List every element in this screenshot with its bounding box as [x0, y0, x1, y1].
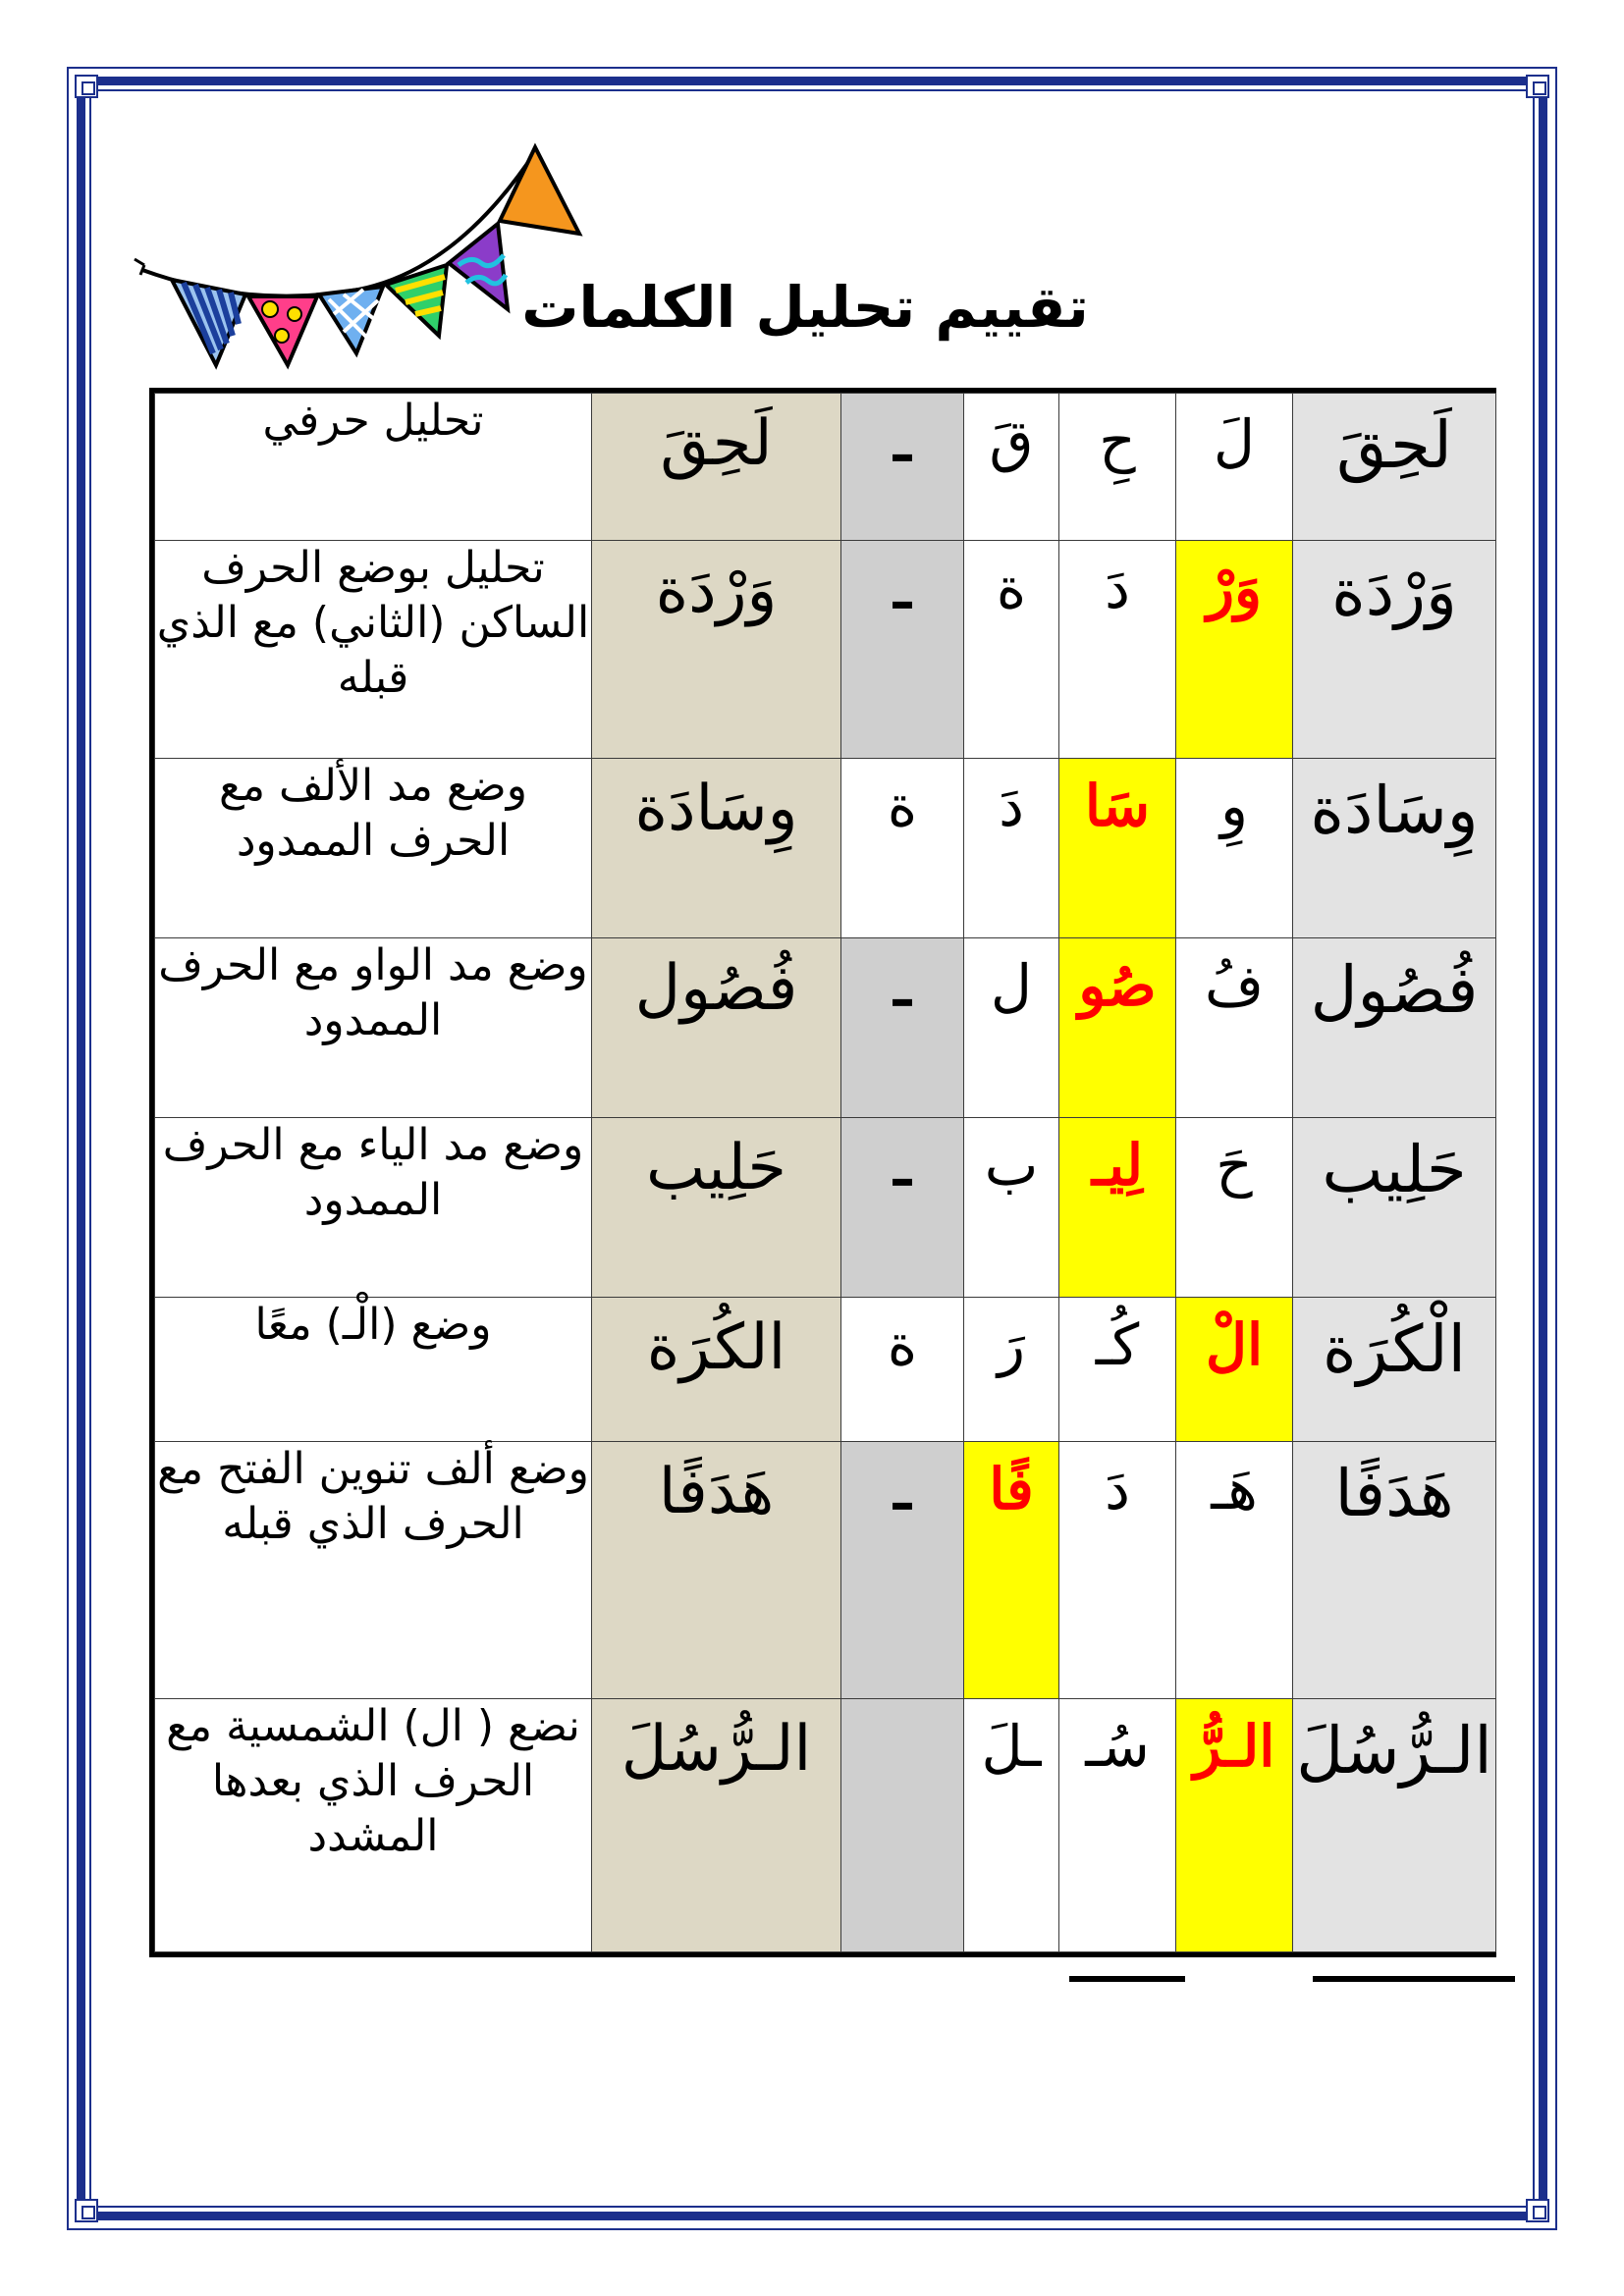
word-copy-cell — [592, 394, 841, 541]
analysis-description-cell — [155, 759, 592, 938]
word-cell — [1293, 394, 1496, 541]
letter-cell — [1176, 1442, 1293, 1699]
letter-text: ة — [887, 1311, 918, 1378]
letter-cell — [1176, 541, 1293, 759]
word-cell — [1293, 1118, 1496, 1298]
word-copy-text: لَحِقَ — [660, 407, 773, 480]
letter-cell — [841, 394, 964, 541]
letter-cell — [964, 938, 1059, 1118]
analysis-description: وضع مد الياء مع الحرف الممدود — [162, 1120, 584, 1225]
table-row — [155, 1118, 1496, 1298]
word-analysis-table — [149, 388, 1496, 1957]
word-copy-cell — [592, 1118, 841, 1298]
letter-cell — [1176, 394, 1293, 541]
word-text: الـرُّسُلَ — [1296, 1713, 1492, 1789]
analysis-description-cell — [155, 541, 592, 759]
letter-cell — [1059, 1699, 1176, 1952]
letter-text: فًا — [989, 1456, 1034, 1522]
page-title: تقييم تحليل الكلمات — [521, 274, 1089, 341]
letter-cell — [964, 1699, 1059, 1952]
letter-text: ة — [887, 773, 918, 839]
analysis-description: تحليل بوضع الحرف الساكن (الثاني) مع الذي قبله — [156, 543, 590, 703]
empty-dash: ـ — [893, 952, 911, 1019]
letter-cell — [1059, 938, 1176, 1118]
word-copy-text: حَلِيب — [646, 1132, 786, 1204]
table-row — [155, 759, 1496, 938]
letter-cell — [841, 541, 964, 759]
letter-cell — [1059, 1442, 1176, 1699]
letter-text: دَ — [1105, 1456, 1130, 1522]
bunting-flag-icon — [500, 147, 579, 234]
letter-cell — [841, 938, 964, 1118]
letter-text: صُو — [1078, 952, 1157, 1019]
letter-cell — [1176, 1298, 1293, 1442]
letter-text: دَ — [999, 773, 1024, 839]
letter-text: الْ — [1205, 1311, 1264, 1378]
letter-text: كُـ — [1095, 1311, 1140, 1378]
analysis-description: تحليل حرفي — [262, 396, 484, 446]
letter-text: رَ — [997, 1311, 1025, 1378]
letter-text — [841, 1699, 963, 1713]
analysis-description-cell — [155, 1699, 592, 1952]
table-row — [155, 1699, 1496, 1952]
analysis-description-cell — [155, 1442, 592, 1699]
letter-text: هَـ — [1211, 1456, 1258, 1522]
word-copy-cell — [592, 1442, 841, 1699]
analysis-description: وضع مد الواو مع الحرف الممدود — [158, 940, 588, 1045]
letter-cell — [1059, 541, 1176, 759]
letter-text: دَ — [1105, 555, 1130, 621]
letter-text: وِ — [1219, 773, 1248, 839]
word-copy-text: الكُرَة — [646, 1311, 786, 1384]
analysis-description: وضع (الْـ) معًا — [254, 1300, 492, 1350]
word-cell — [1293, 938, 1496, 1118]
border-corner-ornament — [75, 2199, 98, 2222]
bunting-flag-icon — [248, 296, 317, 365]
word-text: الْكُرَة — [1323, 1311, 1466, 1387]
letter-text: حِ — [1099, 407, 1136, 474]
word-copy-text: هَدَفًا — [658, 1456, 775, 1528]
letter-cell — [841, 1442, 964, 1699]
table-row — [155, 541, 1496, 759]
empty-dash: ـ — [893, 1456, 911, 1522]
letter-cell — [1176, 1118, 1293, 1298]
analysis-description: وضع مد الألف مع الحرف الممدود — [219, 761, 527, 866]
word-copy-text: وِسَادَة — [634, 773, 798, 845]
table-row — [155, 1442, 1496, 1699]
letter-cell — [841, 1298, 964, 1442]
letter-text: ل — [990, 952, 1033, 1019]
letter-cell — [964, 1298, 1059, 1442]
word-cell — [1293, 759, 1496, 938]
underline-mark — [1313, 1976, 1515, 1982]
word-copy-cell — [592, 759, 841, 938]
word-copy-text: وَرْدَة — [655, 555, 778, 627]
letter-cell — [1176, 759, 1293, 938]
letter-cell — [841, 1118, 964, 1298]
table-row — [155, 938, 1496, 1118]
letter-cell — [841, 1699, 964, 1952]
word-text: لَحِقَ — [1336, 407, 1452, 483]
letter-text: قَ — [989, 407, 1034, 474]
letter-cell — [964, 394, 1059, 541]
letter-cell — [1059, 1118, 1176, 1298]
analysis-description: وضع ألف تنوين الفتح مع الحرف الذي قبله — [157, 1444, 589, 1549]
bunting-flag-icon — [172, 280, 245, 365]
word-text: هَدَفًا — [1334, 1456, 1454, 1531]
letter-text: سَا — [1084, 773, 1151, 839]
empty-dash: ـ — [893, 555, 911, 621]
letter-cell — [964, 759, 1059, 938]
letter-cell — [964, 1118, 1059, 1298]
analysis-description: نضع ( ال) الشمسية مع الحرف الذي بعدها المشدد — [166, 1701, 580, 1861]
word-text: وِسَادَة — [1310, 773, 1479, 848]
letter-text: سُـ — [1085, 1713, 1150, 1780]
word-copy-cell — [592, 938, 841, 1118]
letter-text: ب — [984, 1132, 1039, 1199]
table-row — [155, 394, 1496, 541]
bunting-flag-icon — [386, 265, 447, 336]
word-copy-cell — [592, 541, 841, 759]
letter-cell — [1059, 1298, 1176, 1442]
analysis-description-cell — [155, 938, 592, 1118]
word-cell — [1293, 541, 1496, 759]
word-copy-text: الـرُّسُلَ — [621, 1713, 812, 1786]
letter-text: حَ — [1216, 1132, 1253, 1199]
letter-text: ـلَ — [981, 1713, 1042, 1780]
letter-cell — [964, 1442, 1059, 1699]
letter-text: فُ — [1204, 952, 1265, 1019]
bunting-flag-icon — [449, 224, 508, 309]
letter-cell — [841, 759, 964, 938]
word-copy-cell — [592, 1699, 841, 1952]
analysis-description-cell — [155, 1298, 592, 1442]
empty-dash: ـ — [893, 407, 911, 474]
word-cell — [1293, 1442, 1496, 1699]
word-cell — [1293, 1699, 1496, 1952]
analysis-description-cell — [155, 394, 592, 541]
word-text: وَرْدَة — [1331, 555, 1457, 630]
underline-mark — [1069, 1976, 1185, 1982]
empty-dash: ـ — [893, 1132, 911, 1199]
word-copy-text: فُصُول — [634, 952, 798, 1025]
bunting-flag-icon — [319, 287, 383, 353]
analysis-grid — [154, 393, 1496, 1952]
letter-cell — [964, 541, 1059, 759]
analysis-description-cell — [155, 1118, 592, 1298]
letter-cell — [1059, 759, 1176, 938]
letter-text: وَرْ — [1206, 555, 1263, 621]
letter-cell — [1176, 1699, 1293, 1952]
word-text: فُصُول — [1310, 952, 1479, 1028]
letter-text: لَ — [1213, 407, 1256, 474]
letter-text: لِيـ — [1091, 1132, 1144, 1199]
word-cell — [1293, 1298, 1496, 1442]
letter-text: ة — [996, 555, 1027, 621]
letter-cell — [1059, 394, 1176, 541]
border-corner-ornament — [1526, 2199, 1549, 2222]
table-row — [155, 1298, 1496, 1442]
border-corner-ornament — [1526, 75, 1549, 98]
border-corner-ornament — [75, 75, 98, 98]
word-text: حَلِيب — [1322, 1132, 1467, 1207]
letter-cell — [1176, 938, 1293, 1118]
word-copy-cell — [592, 1298, 841, 1442]
letter-text: الـرُّ — [1193, 1713, 1275, 1780]
